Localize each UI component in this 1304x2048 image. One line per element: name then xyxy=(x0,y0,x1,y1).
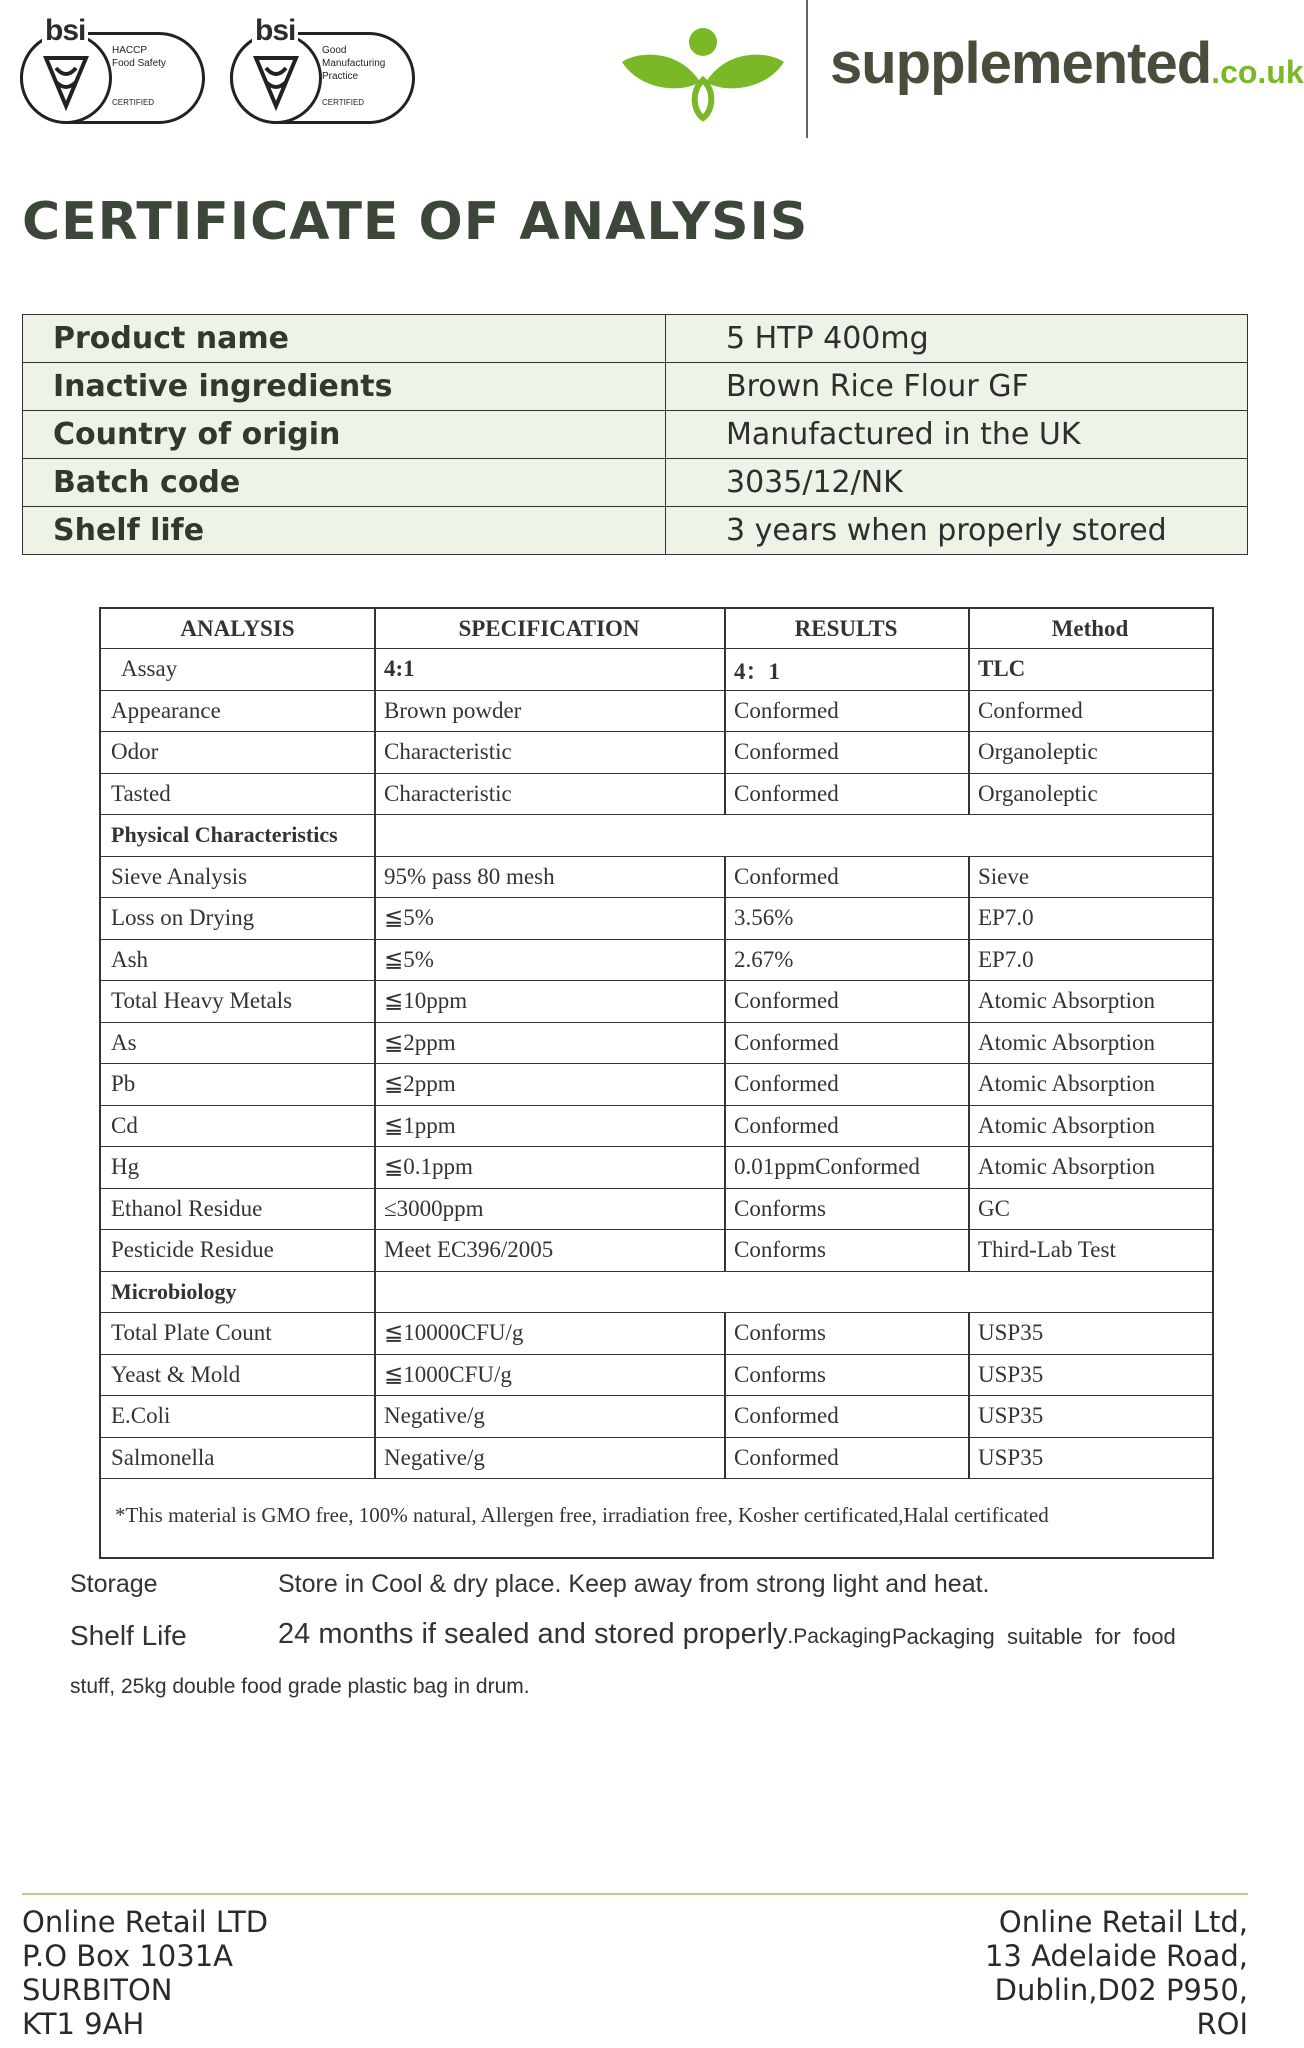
column-divider xyxy=(724,857,726,898)
table-cell: ≦1000CFU/g xyxy=(384,1361,512,1387)
kitemark-icon xyxy=(252,54,300,114)
product-info-table xyxy=(22,314,1248,555)
table-cell: Atomic Absorption xyxy=(978,1154,1155,1180)
table-cell: Yeast & Mold xyxy=(111,1361,241,1387)
section-row xyxy=(101,1272,1212,1314)
analysis-table xyxy=(99,607,1214,1559)
column-divider xyxy=(374,1064,376,1105)
column-divider xyxy=(968,1106,970,1147)
table-cell: Third-Lab Test xyxy=(978,1237,1116,1263)
storage-text: Store in Cool & dry place. Keep away from strong light and heat. xyxy=(278,1570,990,1598)
column-divider xyxy=(724,609,726,648)
table-cell: Characteristic xyxy=(384,780,512,806)
column-divider xyxy=(374,609,376,648)
table-cell: ≦5% xyxy=(384,905,434,931)
table-cell: Conformed xyxy=(734,739,839,765)
column-divider xyxy=(968,898,970,939)
table-row xyxy=(101,1355,1212,1397)
column-divider xyxy=(724,691,726,732)
column-divider xyxy=(724,898,726,939)
table-cell: Conforms xyxy=(734,1320,826,1346)
column-divider xyxy=(724,1313,726,1354)
column-header: RESULTS xyxy=(794,615,898,641)
table-row xyxy=(101,857,1212,899)
table-cell: ≦10ppm xyxy=(384,988,468,1014)
column-divider xyxy=(968,1147,970,1188)
column-divider xyxy=(724,1064,726,1105)
table-cell: USP35 xyxy=(978,1361,1044,1387)
column-divider xyxy=(968,857,970,898)
table-cell: Atomic Absorption xyxy=(978,1029,1155,1055)
column-divider xyxy=(724,981,726,1022)
table-row xyxy=(101,732,1212,774)
column-divider xyxy=(374,1313,376,1354)
column-divider xyxy=(968,1023,970,1064)
column-divider xyxy=(968,1396,970,1437)
table-row xyxy=(101,1189,1212,1231)
haccp-badge xyxy=(20,14,210,114)
footer-address-ie: Online Retail Ltd, 13 Adelaide Road, Dublin,D02 P950, ROI xyxy=(984,1905,1248,2041)
table-row xyxy=(101,1147,1212,1189)
column-divider xyxy=(968,732,970,773)
table-cell: Conformed xyxy=(734,988,839,1014)
column-divider xyxy=(724,732,726,773)
section-row xyxy=(101,815,1212,857)
table-row xyxy=(101,981,1212,1023)
table-cell: TLC xyxy=(978,656,1026,682)
table-cell: Conformed xyxy=(734,780,839,806)
badge-certified: CERTIFIED xyxy=(322,98,365,107)
table-cell: Conformed xyxy=(734,863,839,889)
table-row xyxy=(101,1396,1212,1438)
shelf-life-label: Shelf Life xyxy=(70,1620,187,1651)
table-cell: Sieve Analysis xyxy=(111,863,248,889)
table-row xyxy=(101,649,1212,691)
table-cell: Ash xyxy=(111,946,149,972)
footer-divider xyxy=(22,1893,1248,1895)
table-cell: Total Plate Count xyxy=(111,1320,272,1346)
table-row xyxy=(101,691,1212,733)
table-cell: Organoleptic xyxy=(978,780,1098,806)
table-cell: USP35 xyxy=(978,1444,1044,1470)
column-divider xyxy=(968,691,970,732)
table-cell: Salmonella xyxy=(111,1444,215,1470)
table-cell: EP7.0 xyxy=(978,905,1034,931)
column-divider xyxy=(968,1064,970,1105)
table-row xyxy=(101,898,1212,940)
column-divider xyxy=(374,1355,376,1396)
table-row xyxy=(23,459,1248,507)
column-divider xyxy=(374,857,376,898)
table-cell: Organoleptic xyxy=(978,739,1098,765)
column-divider xyxy=(724,1147,726,1188)
table-row xyxy=(23,411,1248,459)
kitemark-icon xyxy=(42,54,90,114)
table-row xyxy=(101,1064,1212,1106)
table-cell: Characteristic xyxy=(384,739,512,765)
column-divider xyxy=(374,1230,376,1271)
table-cell: Cd xyxy=(111,1112,138,1138)
column-divider xyxy=(968,1438,970,1479)
table-row xyxy=(101,1438,1212,1480)
table-cell: Conforms xyxy=(734,1195,826,1221)
table-cell: ≦5% xyxy=(384,946,434,972)
table-cell: Pesticide Residue xyxy=(111,1237,274,1263)
bsi-label: bsi xyxy=(252,14,298,48)
table-cell: Negative/g xyxy=(384,1444,485,1470)
table-cell: Hg xyxy=(111,1154,140,1180)
table-cell: ≦2ppm xyxy=(384,1071,456,1097)
table-cell: 2.67% xyxy=(734,946,794,972)
section-heading: Physical Characteristics xyxy=(111,822,338,848)
row-label: Shelf life xyxy=(23,507,666,555)
column-divider xyxy=(968,774,970,815)
column-divider xyxy=(374,1272,376,1313)
table-row xyxy=(23,315,1248,363)
table-cell: 4:1 xyxy=(384,656,415,682)
packaging-text: Packaging suitable for food xyxy=(892,1624,1176,1649)
column-divider xyxy=(724,1106,726,1147)
table-row xyxy=(101,940,1212,982)
row-value: 3035/12/NK xyxy=(666,459,1248,507)
table-row xyxy=(101,1313,1212,1355)
table-cell: 3.56% xyxy=(734,905,794,931)
table-cell: E.Coli xyxy=(111,1403,171,1429)
logo-divider xyxy=(806,0,808,138)
column-divider xyxy=(374,774,376,815)
column-divider xyxy=(374,1438,376,1479)
column-divider xyxy=(968,940,970,981)
table-cell: Tasted xyxy=(111,780,171,806)
table-cell: Ethanol Residue xyxy=(111,1195,263,1221)
gmp-badge xyxy=(230,14,420,114)
table-cell: Conformed xyxy=(734,1444,839,1470)
column-divider xyxy=(374,940,376,981)
row-value: 3 years when properly stored xyxy=(666,507,1248,555)
column-divider xyxy=(968,1313,970,1354)
column-divider xyxy=(724,1355,726,1396)
column-divider xyxy=(724,774,726,815)
table-cell: EP7.0 xyxy=(978,946,1034,972)
table-cell: ≦1ppm xyxy=(384,1112,456,1138)
table-cell: As xyxy=(111,1029,137,1055)
table-row xyxy=(23,363,1248,411)
column-divider xyxy=(968,1230,970,1271)
table-row xyxy=(101,1230,1212,1272)
column-divider xyxy=(724,1438,726,1479)
table-cell: ≦0.1ppm xyxy=(384,1154,473,1180)
column-header: Method xyxy=(1051,615,1129,641)
table-cell: Sieve xyxy=(978,863,1030,889)
row-value: Brown Rice Flour GF xyxy=(666,363,1248,411)
column-divider xyxy=(374,1147,376,1188)
table-cell: Loss on Drying xyxy=(111,905,255,931)
table-cell: ≤3000ppm xyxy=(384,1195,484,1221)
bsi-label: bsi xyxy=(42,14,88,48)
column-divider xyxy=(724,649,726,690)
column-divider xyxy=(374,649,376,690)
shelf-life-text: 24 months if sealed and stored properly.Packaging xyxy=(278,1618,892,1650)
row-label: Inactive ingredients xyxy=(23,363,666,411)
column-divider xyxy=(374,1023,376,1064)
table-row xyxy=(101,1023,1212,1065)
table-row xyxy=(101,1106,1212,1148)
column-divider xyxy=(724,940,726,981)
column-divider xyxy=(724,1189,726,1230)
table-cell: Atomic Absorption xyxy=(978,1112,1155,1138)
table-footnote: *This material is GMO free, 100% natural, Allergen free, irradiation free, Kosher certificated,Halal certificated xyxy=(115,1503,1049,1527)
table-cell: Conforms xyxy=(734,1361,826,1387)
column-header: SPECIFICATION xyxy=(458,615,640,641)
column-divider xyxy=(374,815,376,856)
table-cell: Conformed xyxy=(978,697,1083,723)
column-divider xyxy=(968,981,970,1022)
row-label: Country of origin xyxy=(23,411,666,459)
table-cell: USP35 xyxy=(978,1320,1044,1346)
row-value: Manufactured in the UK xyxy=(666,411,1248,459)
row-value: 5 HTP 400mg xyxy=(666,315,1248,363)
table-row xyxy=(101,774,1212,816)
table-cell: Pb xyxy=(111,1071,136,1097)
table-cell: Conformed xyxy=(734,1403,839,1429)
table-cell: Atomic Absorption xyxy=(978,1071,1155,1097)
table-cell: USP35 xyxy=(978,1403,1044,1429)
table-cell: Conformed xyxy=(734,1112,839,1138)
brand-logo: supplemented.co.uk xyxy=(830,31,1304,96)
table-cell: Brown powder xyxy=(384,697,522,723)
column-header: ANALYSIS xyxy=(180,615,295,641)
table-cell: Conformed xyxy=(734,1071,839,1097)
section-heading: Microbiology xyxy=(111,1278,237,1304)
footer-address-uk: Online Retail LTD P.O Box 1031A SURBITON KT1 9AH xyxy=(22,1905,269,2041)
table-cell: 0.01ppmConformed xyxy=(734,1154,920,1180)
badge-text: Good Manufacturing Practice xyxy=(322,45,386,82)
row-label: Product name xyxy=(23,315,666,363)
column-divider xyxy=(724,1230,726,1271)
table-cell: GC xyxy=(978,1195,1010,1221)
table-cell: Negative/g xyxy=(384,1403,485,1429)
column-divider xyxy=(968,1355,970,1396)
table-row xyxy=(23,507,1248,555)
table-cell: ≦10000CFU/g xyxy=(384,1320,524,1346)
table-cell: Conformed xyxy=(734,697,839,723)
column-divider xyxy=(968,649,970,690)
table-cell: Meet EC396/2005 xyxy=(384,1237,554,1263)
column-divider xyxy=(724,1396,726,1437)
table-cell: 95% pass 80 mesh xyxy=(384,863,555,889)
table-cell: Conformed xyxy=(734,1029,839,1055)
row-label: Batch code xyxy=(23,459,666,507)
table-cell: ≦2ppm xyxy=(384,1029,456,1055)
table-cell: Total Heavy Metals xyxy=(111,988,293,1014)
table-cell: Assay xyxy=(121,656,178,682)
column-divider xyxy=(374,732,376,773)
table-cell: Conforms xyxy=(734,1237,826,1263)
page-title: CERTIFICATE OF ANALYSIS xyxy=(22,192,809,252)
column-divider xyxy=(374,1396,376,1437)
column-divider xyxy=(374,898,376,939)
table-cell: 4：1 xyxy=(734,658,780,684)
storage-label: Storage xyxy=(70,1570,158,1598)
leaf-sprout-icon xyxy=(620,20,785,124)
column-divider xyxy=(724,1023,726,1064)
column-divider xyxy=(968,1189,970,1230)
badge-certified: CERTIFIED xyxy=(112,98,155,107)
column-divider xyxy=(968,609,970,648)
table-header-row xyxy=(101,609,1212,649)
table-cell: Appearance xyxy=(111,697,221,723)
column-divider xyxy=(374,1189,376,1230)
table-cell: Atomic Absorption xyxy=(978,988,1155,1014)
column-divider xyxy=(374,1106,376,1147)
packaging-text-cont: stuff, 25kg double food grade plastic bag in drum. xyxy=(70,1675,530,1698)
column-divider xyxy=(374,691,376,732)
badge-text: HACCP Food Safety xyxy=(112,45,166,69)
table-cell: Odor xyxy=(111,739,159,765)
column-divider xyxy=(374,981,376,1022)
